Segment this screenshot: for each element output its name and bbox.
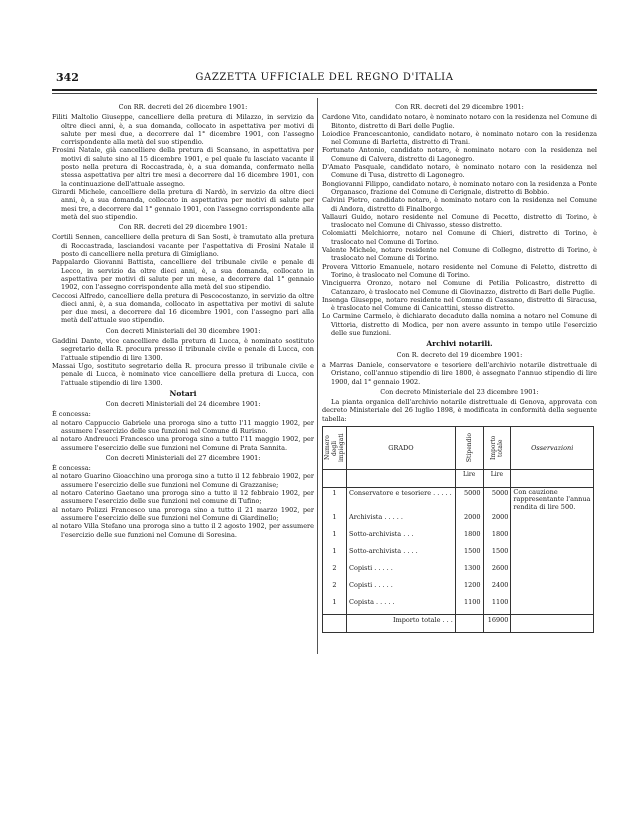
entry: al notaro Polizzi Francesco una proroga sino a tutto il 21 marzo 1902, per assumere l'esercizio delle sue funzioni nel Comune di Giardinello; [52,505,314,522]
entry: Ceccosi Alfredo, cancelliere della pretura di Pescocostanzo, in servizio da oltre dieci anni, è, a sua domanda, collocato in aspettativa per motivi di salute per due mesi, a decorrere dal 16 dicembre 1901, con l'assegno pari alla metà dell'attuale suo stipendio. [52,291,314,325]
entry: al notaro Guarino Gioacchino una proroga sino a tutto il 12 febbraio 1902, per assumere l'esercizio delle sue funzioni nel Comune di Grazzanise; [52,472,314,489]
entry: Pappalardo Giovanni Battista, cancelliere del tribunale civile e penale di Lecco, in servizio da oltre dieci anni, è, a sua domanda, collocato in aspettativa per motivi di salute per un mese, a decorrere dal 1° gennaio 1902, con l'assegno corrispondente alla metà del suo stipendio. [52,258,314,292]
column-divider [317,98,318,654]
decree-heading: Con RR. decreti del 29 dicembre 1901: [395,103,524,111]
table-row: 1 Copista . . . . . 1100 1100 [323,597,594,615]
section-heading-notari: Notari [169,388,197,398]
decree-heading: Con decreto Ministeriale del 23 dicembre 1901: [380,387,539,396]
table-row: 1 Conservatore e tesoriere . . . . . 5000 5000 Con cauzione rappresentante l'annua rendita di lire 500. [323,487,594,512]
observation-note: Con cauzione rappresentante l'annua rendita di lire 500. [511,487,594,512]
total-label: Importo totale . . . [347,615,456,633]
entry: Calvini Pietro, candidato notaro, è nominato notaro con la residenza nel Comune di Andora, distretto di Finalborgo. [322,196,597,213]
table-row: 2 Copisti . . . . . 1200 2400 [323,580,594,597]
decree-heading: Con decreti Ministeriali del 24 dicembre 1901: [105,400,261,409]
total-value: 16900 [483,615,511,633]
col-header-grado: GRADO [347,426,456,469]
entry: Vallauri Guido, notaro residente nel Comune di Pecetto, distretto di Torino, è traslocato nel Comune di Chivasso, stesso distretto. [322,212,597,230]
currency-label: Lire [455,469,483,487]
currency-label: Lire [483,469,511,487]
entry: Cardone Vito, candidato notaro, è nominato notaro con la residenza nel Comune di Bitonto, distretto di Bari delle Puglie. [322,113,597,130]
entry: al notaro Andreucci Francesco una proroga sino a tutto l'11 maggio 1902, per assumere l'esercizio delle sue funzioni nel Comune di Prata Sannita. [52,435,314,452]
section-heading-archivi: Archivi notarili. [426,339,493,349]
table-row: 2 Copisti . . . . . 1300 2600 [323,563,594,580]
entry: Frosini Natale, già cancelliere della pretura di Scansano, in aspettativa per motivi di salute sino al 15 dicembre 1901, e pel quale fu lasciato vacante il posto nella pretura di Roccastrada, è, a sua domanda, confermato nella stessa aspettativa per altri tre mesi a decorrere dal 16 dicembre 1901, con la continuazione dell'attuale assegno. [52,146,314,188]
decree-heading: Con RR. decreti del 29 dicembre 1901: [118,223,248,232]
col-header-numero: Numero degli impiegati [323,426,347,469]
entry: Bongiovanni Filippo, candidato notaro, è nominato notaro con la residenza a Ponte Organasco, frazione del Comune di Cerignale, distretto di Bobbio. [322,179,597,196]
col-header-importo: Importo totale [483,426,511,469]
decree-heading: Con decreti Ministeriali del 27 dicembre 1901: [105,453,261,462]
header-rule-thin [52,93,597,94]
entry: Girardi Michele, cancelliere della pretura di Nardò, in servizio da oltre dieci anni, è, a sua domanda, collocato in aspettativa per motivi di salute per mesi tre, a decorrere dal 1° gennaio 1901, con l'assegno corrispondente alla metà del suo stipendio. [52,187,314,221]
page-number: 342 [56,71,79,84]
table-intro: La pianta organica dell'archivio notarile distrettuale di Genova, approvata con decreto Ministeriale del 26 luglio 1898, è modificata in conformità della seguente tabella: [322,398,597,423]
decree-heading: Con decreti Ministeriali del 30 dicembre 1901: [105,326,261,335]
entry: Fortunato Antonio, candidato notaro, è nominato notaro con la residenza nel Comune di Calvera, distretto di Lagonegro. [322,146,597,163]
entry: Cortili Sennen, cancelliere della pretura di San Sosti, è tramutato alla pretura di Roccastrada, lasciandosi vacante per l'aspettativa di Frosini Natale il posto di cancelliere nella pretura di Gimigliano. [52,233,314,259]
entry: Vinciguerra Oronzo, notaro nel Comune di Petilia Policastro, distretto di Catanzaro, è traslocato nel Comune di Giovinazzo, distretto di Bari delle Puglie. [322,279,597,296]
right-column [322,101,597,633]
col-header-stipendio: Stipendio [455,426,483,469]
entry: Colomiatti Melchiorre, notaro nel Comune di Chieri, distretto di Torino, è traslocato nel Comune di Torino. [322,229,597,246]
staff-table [322,426,594,634]
entry: Provera Vittorio Emanuele, notaro residente nel Comune di Feletto, distretto di Torino, è traslocato nel Comune di Torino. [322,262,597,279]
left-column [52,101,314,539]
entry: Valente Michele, notaro residente nel Comune di Collegno, distretto di Torino, è traslocato nel Comune di Torino. [322,246,597,263]
entry: Insenga Giuseppe, notaro residente nel Comune di Cassano, distretto di Siracusa, è traslocato nel Comune di Canicattini, stesso distretto. [322,295,597,313]
table-row: 1 Sotto-archivista . . . . 1500 1500 [323,546,594,563]
concession-label: È concessa: [52,410,91,419]
table-row: 1 Sotto-archivista . . . 1800 1800 [323,529,594,546]
entry: al notaro Villa Stefano una proroga sino a tutto il 2 agosto 1902, per assumere l'esercizio delle sue funzioni nel Comune di Soresina. [52,522,314,539]
entry: al notaro Caterino Gaetano una proroga sino a tutto il 12 febbraio 1902, per assumere l'esercizio delle sue funzioni nel comune di Tufino; [52,489,314,506]
page-header [52,71,597,85]
entry: a Marras Daniele, conservatore e tesoriere dell'archivio notarile distrettuale di Oristano, coll'annuo stipendio di lire 1800, è assegnato l'annuo stipendio di lire 1900, dal 1° gennaio 1902. [322,360,597,386]
table-total-row [323,615,594,633]
col-header-osservazioni: Osservazioni [511,426,594,469]
table-header-row [323,426,594,469]
entry: al notaro Cappuccio Gabriele una proroga sino a tutto l'11 maggio 1902, per assumere l'esercizio delle sue funzioni nel Comune di Rurisno. [52,418,314,435]
entry: Filiti Maltolio Giuseppe, cancelliere della pretura di Milazzo, in servizio da oltre dieci anni, è, a sua domanda, collocato in aspettativa per motivi di salute per mesi due, a decorrere dal 1° dicembre 1901, con l'assegno corrispondente alla metà del suo stipendio. [52,113,314,147]
decree-heading: Con R. decreto del 19 dicembre 1901: [396,350,523,359]
header-rule [52,89,597,91]
table-row: 1 Archivista . . . . . 2000 2000 [323,512,594,529]
entry: Lo Carmine Carmelo, è dichiarato decaduto dalla nomina a notaro nel Comune di Vittoria, distretto di Modica, per non avere assunto in tempo utile l'esercizio delle sue funzioni. [322,312,597,338]
decree-heading: Con RR. decreti del 26 dicembre 1901: [118,103,248,111]
currency-row [323,469,594,487]
entry: Massai Ugo, sostituto segretario della R. procura presso il tribunale civile e penale di Lucca, è nominato vice cancelliere della pretura di Lucca, con l'attuale stipendio di lire 1300. [52,361,314,387]
entry: Loiodice Francescantonio, candidato notaro, è nominato notaro con la residenza nel Comune di Barletta, distretto di Trani. [322,129,597,147]
concession-label: È concessa: [52,464,91,473]
entry: D'Amato Pasquale, candidato notaro, è nominato notaro con la residenza nel Comune di Tusa, distretto di Lagonegro. [322,163,597,180]
page-title: GAZZETTA UFFICIALE DEL REGNO D'ITALIA [195,72,454,83]
entry: Gaddini Dante, vice cancelliere della pretura di Lucca, è nominato sostituto segretario della R. procura presso il tribunale civile e penale di Lucca, con l'attuale stipendio di lire 1300. [52,337,314,362]
